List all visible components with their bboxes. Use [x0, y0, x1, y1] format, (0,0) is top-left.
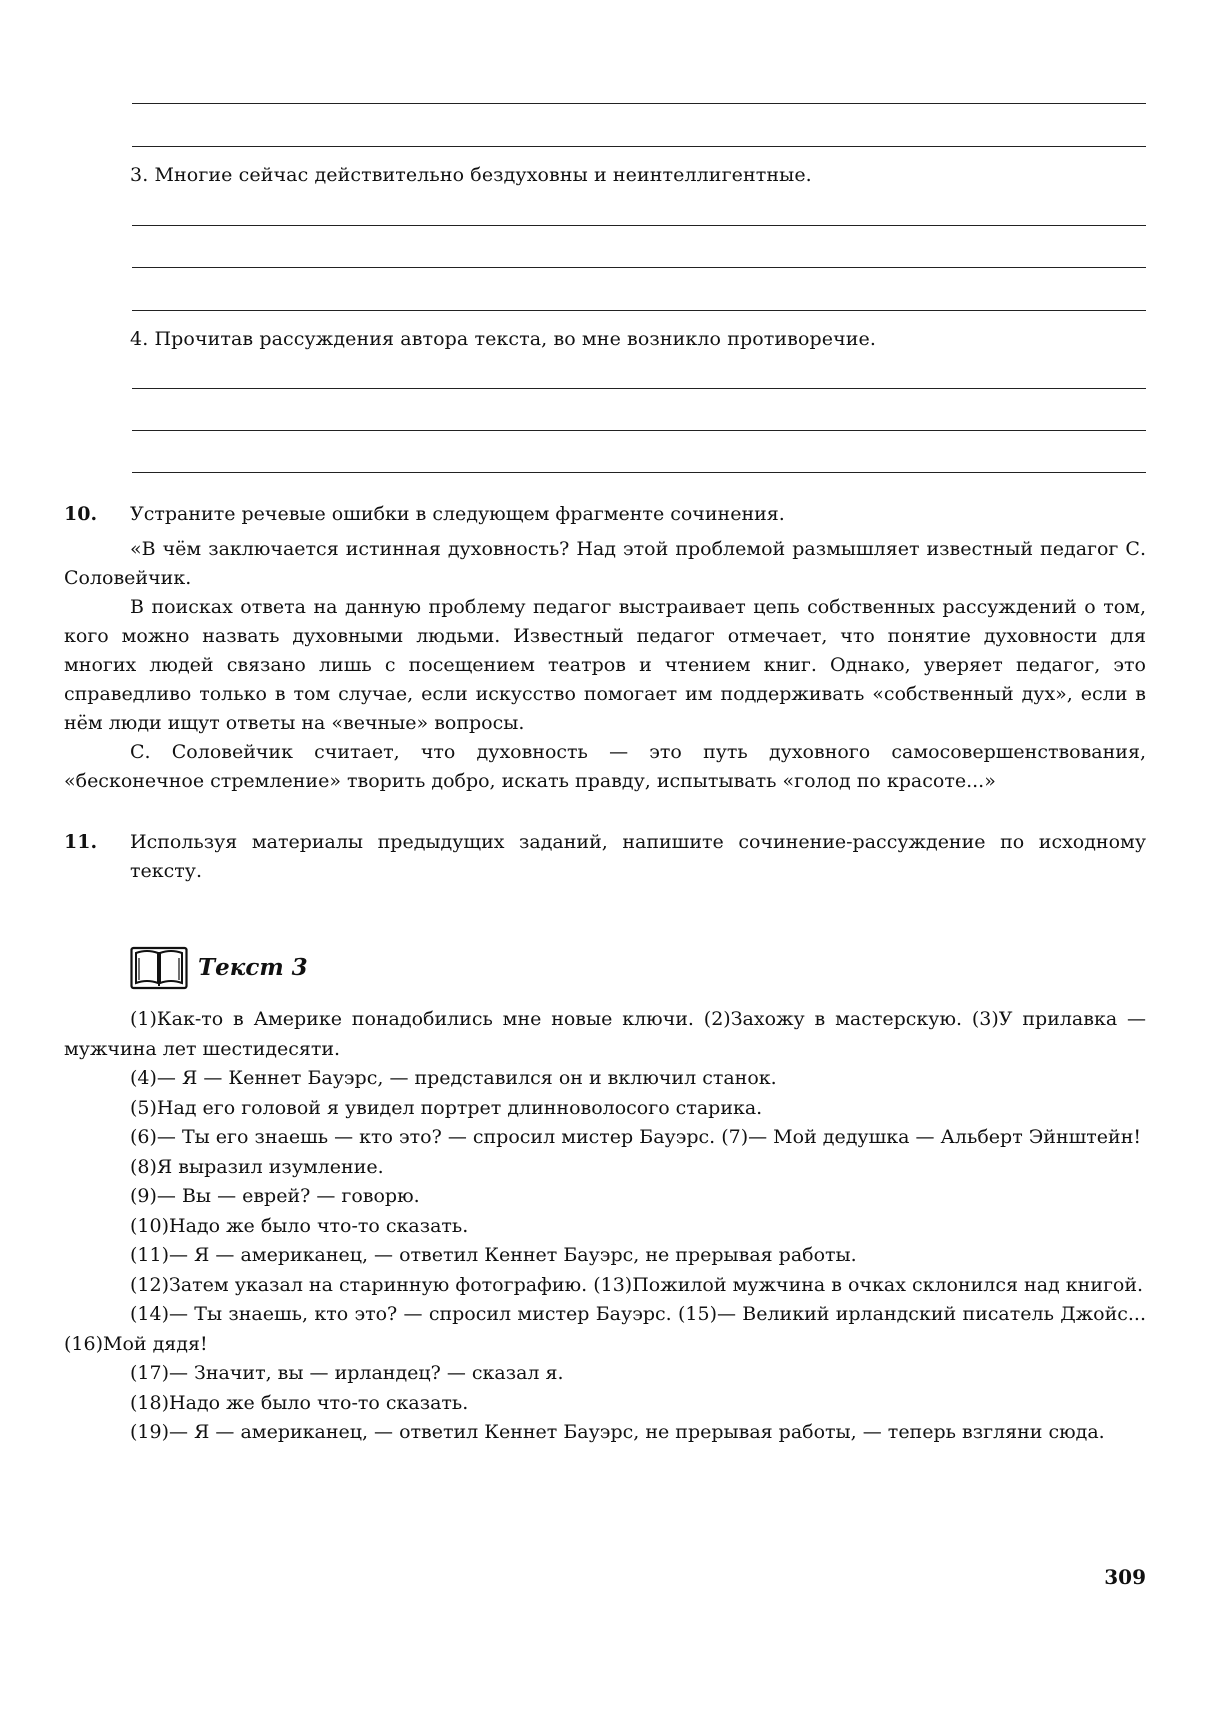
story-paragraph: (14)— Ты знаешь, кто это? — спросил мистер Бауэрс. (15)— Великий ирландский писатель Джойс... (16)Мой дядя! [64, 1303, 1146, 1355]
story-paragraph: (8)Я выразил изумление. [130, 1155, 384, 1178]
story-paragraph: (5)Над его головой я увидел портрет длинноволосого старика. [130, 1096, 763, 1119]
page-number: 309 [1104, 1565, 1146, 1589]
exercise-sentence-3: 3. Многие сейчас действительно бездуховны и неинтеллигентные. [130, 164, 812, 186]
answer-line[interactable] [132, 430, 1146, 431]
story-paragraph: (1)Как-то в Америке понадобились мне новые ключи. (2)Захожу в мастерскую. (3)У прилавка — мужчина лет шестидесяти. [64, 1008, 1146, 1060]
answer-line[interactable] [132, 146, 1146, 147]
story-paragraph: (12)Затем указал на старинную фотографию. (13)Пожилой мужчина в очках склонился над книгой. [130, 1273, 1144, 1296]
answer-line[interactable] [132, 103, 1146, 104]
answer-line[interactable] [132, 310, 1146, 311]
text-heading [130, 944, 308, 990]
story-paragraph: (10)Надо же было что-то сказать. [130, 1214, 469, 1237]
text-title: Текст 3 [198, 953, 308, 981]
answer-line[interactable] [132, 267, 1146, 268]
story-paragraph: (4)— Я — Кеннет Бауэрс, — представился он и включил станок. [130, 1067, 777, 1089]
essay-paragraph: С. Соловейчик считает, что духовность — это путь духовного самосовершенствования, «бесконечное стремление» творить добро, искать правду, испытывать «голод по красоте...» [64, 741, 1146, 792]
task-number: 11. [64, 831, 98, 853]
answer-line[interactable] [132, 472, 1146, 473]
story-paragraph: (9)— Вы — еврей? — говорю. [130, 1185, 420, 1207]
story-paragraph: (19)— Я — американец, — ответил Кеннет Бауэрс, не прерывая работы, — теперь взгляни сюда. [130, 1421, 1105, 1443]
story-paragraph: (11)— Я — американец, — ответил Кеннет Бауэрс, не прерывая работы. [130, 1244, 857, 1266]
task-title: Используя материалы предыдущих заданий, напишите сочинение-рассуждение по исходному тексту. [130, 831, 1146, 882]
task-10-header [64, 500, 1146, 530]
answer-line[interactable] [132, 225, 1146, 226]
answer-line[interactable] [132, 388, 1146, 389]
essay-paragraph: «В чём заключается истинная духовность? Над этой проблемой размышляет известный педагог С. Соловейчик. [64, 538, 1146, 589]
exercise-sentence-4: 4. Прочитав рассуждения автора текста, во мне возникло противоречие. [130, 328, 876, 350]
essay-fragment [64, 535, 1146, 796]
open-book-icon [130, 944, 188, 990]
story-text [64, 1005, 1146, 1448]
task-title: Устраните речевые ошибки в следующем фрагменте сочинения. [130, 503, 785, 525]
task-number: 10. [64, 503, 98, 525]
story-paragraph: (17)— Значит, вы — ирландец? — сказал я. [130, 1362, 564, 1384]
story-paragraph: (18)Надо же было что-то сказать. [130, 1391, 469, 1414]
task-11-header [64, 828, 1146, 888]
story-paragraph: (6)— Ты его знаешь — кто это? — спросил мистер Бауэрс. (7)— Мой дедушка — Альберт Эйнштейн! [130, 1126, 1141, 1148]
essay-paragraph: В поисках ответа на данную проблему педагог выстраивает цепь собственных рассуждений о том, кого можно назвать духовными людьми. Известный педагог отмечает, что понятие духовности для многих людей связано лишь с посещением театров и чтением книг. Однако, уверяет педагог, это справедливо только в том случае, если искусство помогает им поддерживать «собственный дух», если в нём люди ищут ответы на «вечные» вопросы. [64, 596, 1146, 734]
